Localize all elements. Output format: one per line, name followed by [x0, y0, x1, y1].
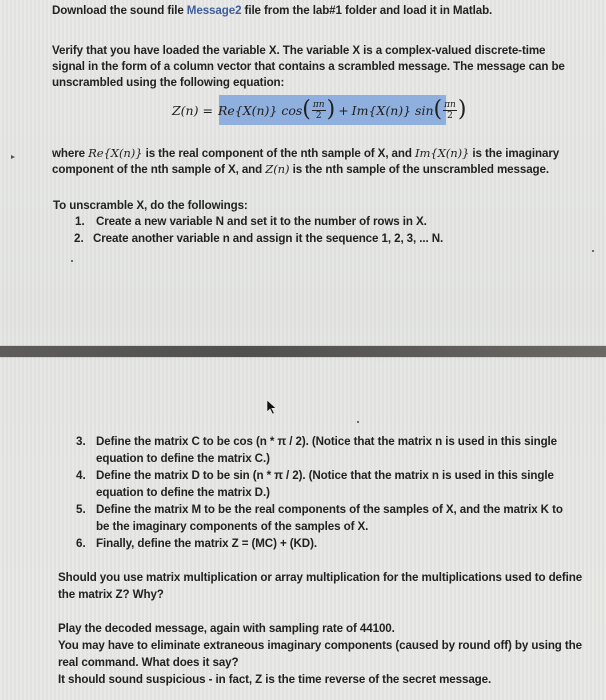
question-line-2: the matrix Z? Why?	[58, 588, 164, 601]
play-line-3: real command. What does it say?	[58, 656, 239, 669]
step-1-text: Create a new variable N and set it to the number of rows in X.	[96, 215, 427, 228]
margin-bullet-mark	[11, 155, 15, 159]
step-number: 2.	[74, 232, 84, 245]
left-paren: (	[302, 97, 311, 122]
equation-plus: +	[338, 102, 349, 118]
mouse-pointer-icon	[266, 399, 278, 415]
equation-re-term: Re{X(n)} cos	[217, 102, 303, 118]
intro-text-before: Download the sound file	[52, 4, 187, 17]
step-2-text: Create another variable n and assign it the sequence 1, 2, 3, ... N.	[93, 232, 444, 245]
left-paren: (	[433, 97, 443, 122]
unscramble-equation	[172, 96, 466, 124]
step-4-line-1: Define the matrix D to be sin (n * π / 2). (Notice that the matrix n is used in this single	[96, 469, 554, 482]
step-number: 6.	[76, 537, 86, 550]
fraction-numerator: πn	[444, 99, 456, 110]
play-line-4: It should sound suspicious - in fact, Z is the time reverse of the secret message.	[58, 673, 492, 686]
step-3-line-2: equation to define the matrix C.)	[96, 452, 270, 465]
step-number: 1.	[75, 215, 85, 228]
play-line-2: You may have to eliminate extraneous imaginary components (caused by round off) by using the	[58, 639, 582, 652]
equation-im-term: Im{X(n)} sin	[351, 102, 434, 118]
intro-line	[52, 3, 492, 19]
fraction-denominator: 2	[315, 110, 322, 121]
speck	[592, 250, 594, 252]
question-line-1: Should you use matrix multiplication or array multiplication for the multiplications used to define	[58, 571, 583, 584]
fraction-denominator: 2	[447, 110, 453, 121]
right-paren: )	[326, 97, 336, 122]
play-line-1: Play the decoded message, again with sampling rate of 44100.	[58, 622, 395, 635]
step-number: 3.	[76, 435, 86, 448]
verify-line-1: Verify that you have loaded the variable X. The variable X is a complex-valued discrete-time	[52, 44, 546, 57]
message2-file-link[interactable]: Message2	[186, 4, 242, 17]
step-6-line-1: Finally, define the matrix Z = (MC) + (KD).	[96, 537, 317, 550]
intro-text-after: file from the lab#1 folder and load it in Matlab.	[241, 4, 493, 17]
where-text: component of the nth sample of X, and	[52, 163, 266, 176]
step-3-line-1: Define the matrix C to be cos (n * π / 2). (Notice that the matrix n is used in this single	[96, 435, 558, 448]
pi-n-over-2-fraction	[443, 100, 457, 121]
where-text: is the imaginary	[469, 147, 560, 160]
step-number: 5.	[76, 503, 86, 516]
step-4-line-2: equation to define the matrix D.)	[96, 486, 270, 499]
z-n-math: Z(n)	[265, 162, 290, 176]
re-x-n-math: Re{X(n)}	[88, 146, 143, 160]
step-5-line-1: Define the matrix M to be the real components of the samples of X, and the matrix K to	[96, 503, 563, 516]
where-line-1	[52, 145, 559, 162]
im-x-n-math: Im{X(n)}	[415, 146, 470, 160]
verify-line-2: signal in the form of a column vector that contains a scrambled message. The message can be	[52, 60, 565, 73]
page-break-divider	[0, 346, 606, 357]
where-text: is the nth sample of the unscrambled message.	[289, 163, 550, 176]
steps-heading: To unscramble X, do the followings:	[53, 199, 248, 212]
where-line-2	[52, 161, 549, 178]
where-text: where	[52, 147, 89, 160]
where-text: is the real component of the nth sample of X, and	[142, 147, 415, 160]
verify-line-3: unscrambled using the following equation:	[52, 76, 285, 89]
pi-n-over-2-fraction	[312, 100, 326, 121]
step-5-line-2: be the imaginary components of the samples of X.	[96, 520, 369, 533]
speck	[357, 421, 359, 423]
fraction-numerator: πn	[312, 99, 325, 110]
speck	[71, 260, 73, 262]
right-paren: )	[457, 97, 467, 122]
step-number: 4.	[76, 469, 86, 482]
equation-lhs: Z(n) =	[172, 102, 213, 118]
